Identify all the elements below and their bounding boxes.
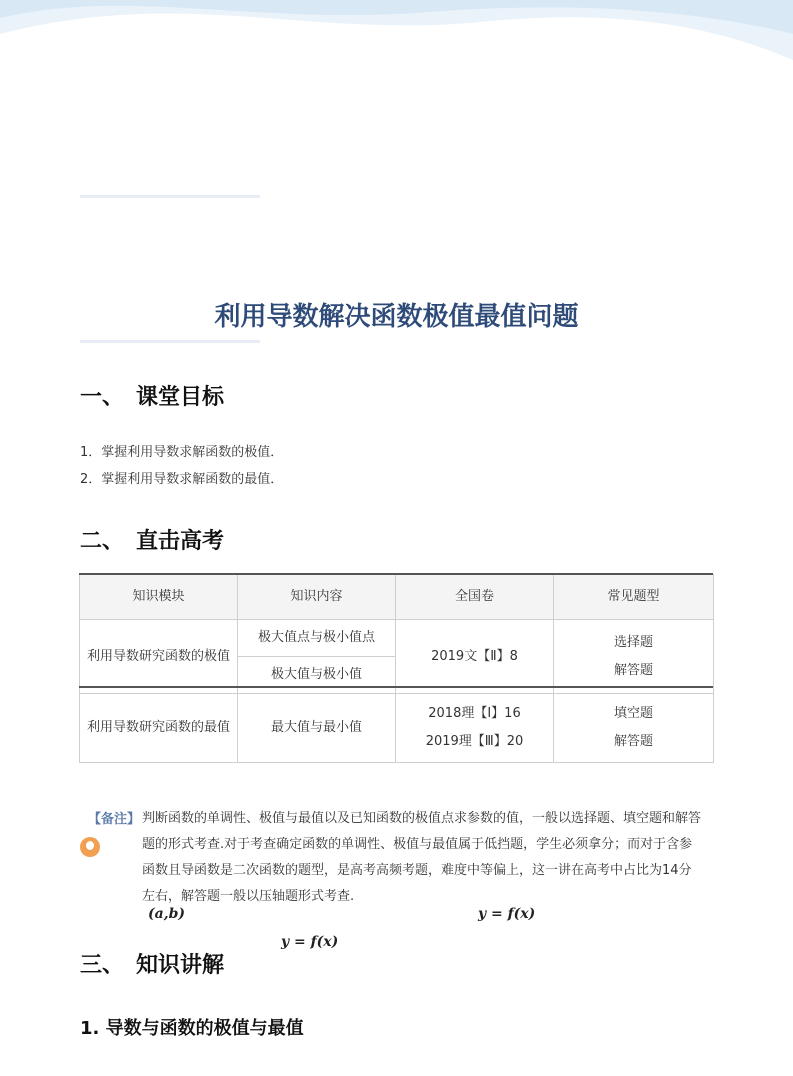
table-cell-types	[554, 694, 714, 763]
table-header-cell: 知识内容	[238, 575, 396, 620]
exam-entry: 2018理【Ⅰ】16	[428, 706, 521, 721]
lightbulb-icon	[80, 837, 100, 857]
table-header-cell: 常见题型	[554, 575, 714, 620]
goal-item: 2．掌握利用导数求解函数的最值．	[80, 472, 284, 487]
goal-item: 1．掌握利用导数求解函数的极值．	[80, 445, 284, 460]
page-title: 利用导数解决函数极值最值问题	[214, 302, 579, 332]
decorative-divider	[80, 340, 260, 343]
section-number: 三、	[80, 952, 125, 978]
exam-entry: 2019理【Ⅲ】20	[425, 734, 524, 749]
header-wave-decoration	[0, 0, 793, 80]
section-number: 二、	[80, 528, 125, 554]
math-function: y = f(x)	[478, 906, 536, 922]
math-function: y = f(x)	[281, 934, 339, 950]
question-type: 解答题	[613, 734, 653, 749]
table-cell-exam: 2019文【Ⅱ】8	[396, 620, 554, 694]
table-cell-module: 利用导数研究函数的最值	[80, 694, 238, 763]
table-row	[80, 694, 714, 763]
question-type: 解答题	[613, 662, 653, 678]
table-cell-exam	[396, 694, 554, 763]
table-cell-types	[554, 620, 714, 694]
section-title: 知识讲解	[136, 952, 225, 978]
section-heading-knowledge	[80, 948, 224, 979]
note-text: 判断函数的单调性、极值与最值以及已知函数的极值点求参数的值，一般以选择题、填空题和解答题的形式考查.对于考查确定函数的单调性、极值与最值属于低挡题，学生必须拿分；而对于含参函数且导函数是二次函数的题型，是高考高频考题，难度中等偏上，这一讲在高考中占比为14分左右，解答题一般以压轴题形式考查.	[142, 811, 702, 904]
section-number: 一、	[80, 384, 125, 410]
question-type: 选择题	[613, 634, 653, 650]
section-title: 课堂目标	[136, 384, 225, 410]
section-title: 直击高考	[136, 528, 225, 554]
table-row	[80, 620, 714, 657]
note-tag: 【备注】	[88, 812, 141, 827]
decorative-divider	[80, 195, 260, 198]
table-cell-content: 极大值点与极小值点	[238, 620, 396, 657]
table-header-row	[80, 575, 714, 620]
table-cell-content: 最大值与最小值	[238, 694, 396, 763]
table-cell-module: 利用导数研究函数的极值	[80, 620, 238, 694]
table-top-border	[79, 573, 713, 575]
math-interval: (a,b)	[148, 906, 185, 922]
table-header-cell: 知识模块	[80, 575, 238, 620]
question-type: 填空题	[613, 706, 653, 721]
section-heading-goals	[80, 380, 224, 411]
table-header-cell: 全国卷	[396, 575, 554, 620]
table-cell-content: 极大值与极小值	[238, 657, 396, 694]
subsection-heading: 1. 导数与函数的极值与最值	[80, 1018, 304, 1039]
section-heading-exam	[80, 524, 224, 555]
knowledge-table	[79, 574, 714, 763]
table-divider	[79, 686, 713, 688]
